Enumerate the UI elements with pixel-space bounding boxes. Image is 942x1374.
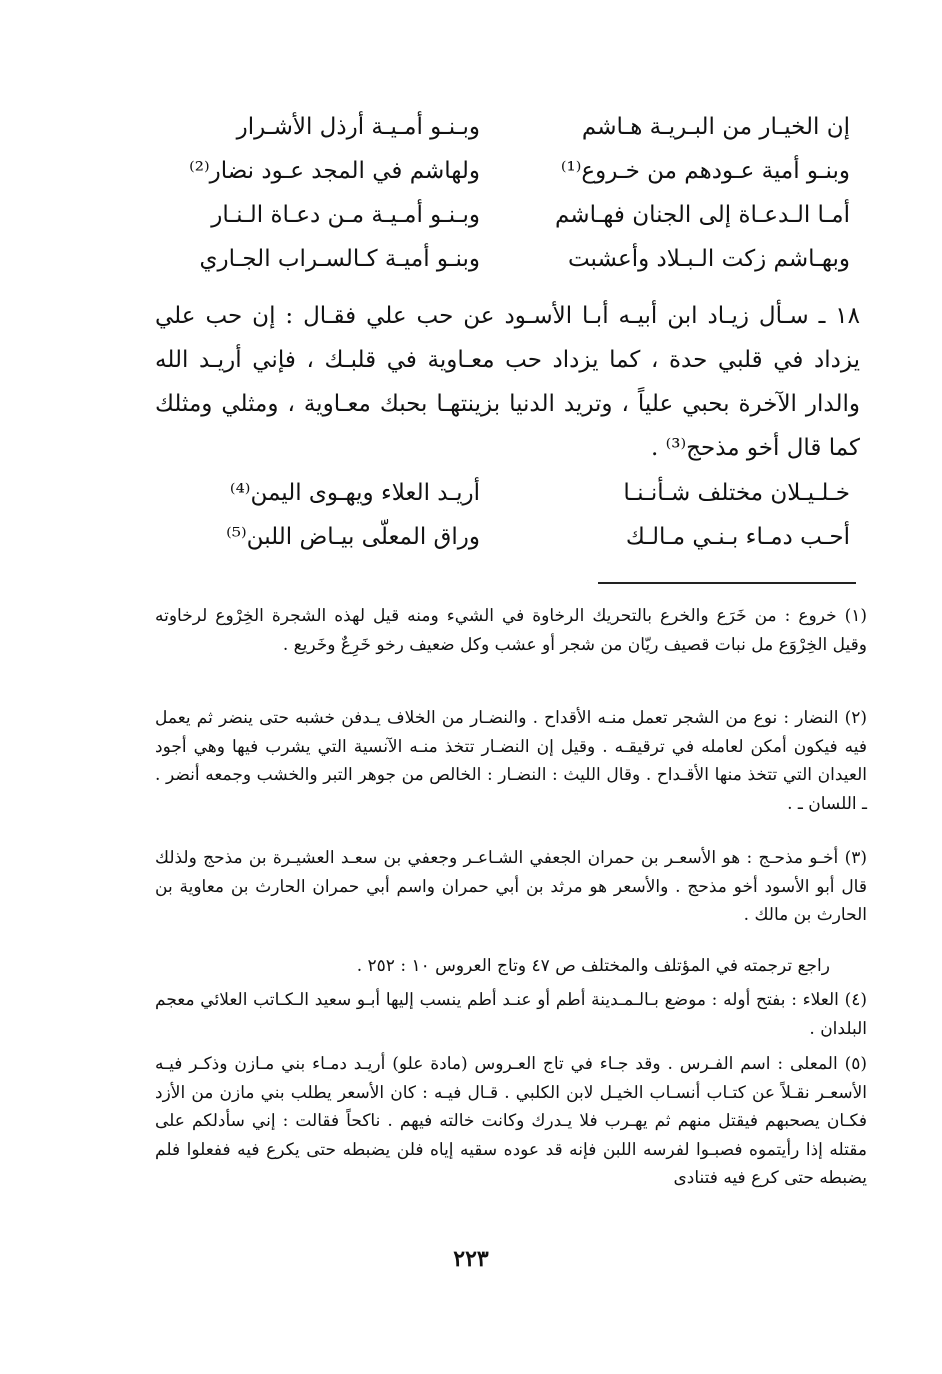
footnote-2: (٢) النضار : نوع من الشجر تعمل منـه الأقداح . والنضـار من الخلاف يـدفن خشبه حتى ينضر ثم يعمل فيه فيكون أمكن لعامله في ترقيقـه . وقيل إن النضـار تتخذ منـه الآنسية التي يشرب فيها وهي أجود العيدان التي تتخذ منها الأقـداح . وقال الليث : النضـار : الخالص من جوهر التبر والخشب وجمعه أنضر . ـ اللسان ـ . [155, 708, 867, 814]
verse-second-hemistich: وبنـو أميـة كـالسـراب الجـاري [199, 246, 480, 272]
verse-second-hemistich: ولهاشم في المجد عـود نضار⁽²⁾ [189, 158, 480, 184]
verse-first-hemistich: وبنـو أمية عـودهم من خـروع⁽¹⁾ [560, 158, 850, 184]
footnote-3-reference: راجع ترجمته في المؤتلف والمختلف ص ٤٧ وتاج العروس ١٠ : ٢٥٢ . [356, 956, 830, 976]
poem1-verse-2 [150, 158, 850, 184]
verse-second-hemistich: وبـنـو أمـيـة أرذل الأشـرار [236, 114, 480, 140]
footnote-4: (٤) العلاء : بفتح أوله : موضع بـالـمـدينة أطم أو عنـد أطم ينسب إليها أبـو سعيد الـكـاتب العلائي معجم البلدان . [155, 990, 867, 1039]
poem1-verse-1 [150, 114, 850, 140]
verse-first-hemistich: إن الخيـار من البـريـة هـاشم [581, 114, 850, 140]
verse-first-hemistich: أحـب دمـاء بـنـي مـالـك [625, 524, 850, 550]
poem2-verse-1 [150, 480, 850, 506]
poem1-verse-4 [150, 246, 850, 272]
footnote-1: (١) خروع : من خَرَع والخرع بالتحريك الرخاوة في الشيء ومنه قيل لهذه الشجرة الخِرْوع لرخاوته وقيل الخِرْوَع مل نبات قصيف ريّان من شجر أو عشب وكل ضعيف رخو خَرِعٌ وخَريع . [155, 606, 867, 655]
verse-first-hemistich: وبهـاشم زكت الـبـلاد وأعشبت [567, 246, 850, 272]
verse-second-hemistich: وراق المعلّى بيـاض اللبن⁽⁵⁾ [226, 524, 480, 550]
verse-first-hemistich: أمـا الـدعـاة إلى الجنان فهـاشم [554, 202, 850, 228]
verse-second-hemistich: أريـد العلاء ويهـوى اليمن⁽⁴⁾ [229, 480, 480, 506]
footnote-separator [598, 582, 856, 584]
footnote-3: (٣) أخـو مذحـج : هو الأسعـر بن حمران الجعفي الشـاعـر وجعفي بن سعـد العشيـرة بن مذحج ولذلك قال أبو الأسود أخو مذحج . والأسعر هو مرثد بن أبي حمران واسم أبي حمران الحارث بن معاوية بن الحارث بن مالك . [155, 848, 867, 925]
poem1-verse-3 [150, 202, 850, 228]
footnote-5: (٥) المعلى : اسم الفـرس . وقد جـاء في تاج العـروس (مادة علو) أريـد دمـاء بني مـازن وذكـر فيـه الأسعـر نقـلاً عن كتـاب أنسـاب الخيـل لابن الكلبي . قـال فيـه : كان الأسعر يطلب بني مازن من الأزد فكـان يصحبهم فيقتل منهم ثم يهـرب فلا يـدرك وكانت خالته فيهم . ناكحاً فقالت : إني سأدلكم على مقتله إذا رأيتموه فصبـوا لفرسه اللبن فإنه قد عوده سقيه إياه فلن يضبطه حتى يكرع فيه ففعلوا فلم يضبطه حتى كرع فيه فتنادى [155, 1054, 867, 1188]
verse-first-hemistich: خـلـيـلان مختلف شـأنـنـا [623, 480, 850, 506]
verse-second-hemistich: وبـنـو أمـيـة مـن دعـاة الـنـار [211, 202, 480, 228]
paragraph-18: ١٨ ـ سـأل زيـاد ابن أبيـه أبـا الأسـود عن حب علي فقـال : إن حب علي يزداد في قلبي حدة ، كما يزداد حب معـاوية في قلبـك ، فإني أريـد الله والدار الآخرة بحبي علياً ، وتريد الدنيا بزينتهـا بحبك معـاوية ، ومثلي ومثلك كما قال أخو مذحج⁽³⁾ . [155, 303, 860, 461]
page-number: ٢٢٣ [453, 1246, 489, 1272]
poem2-verse-2 [150, 524, 850, 550]
